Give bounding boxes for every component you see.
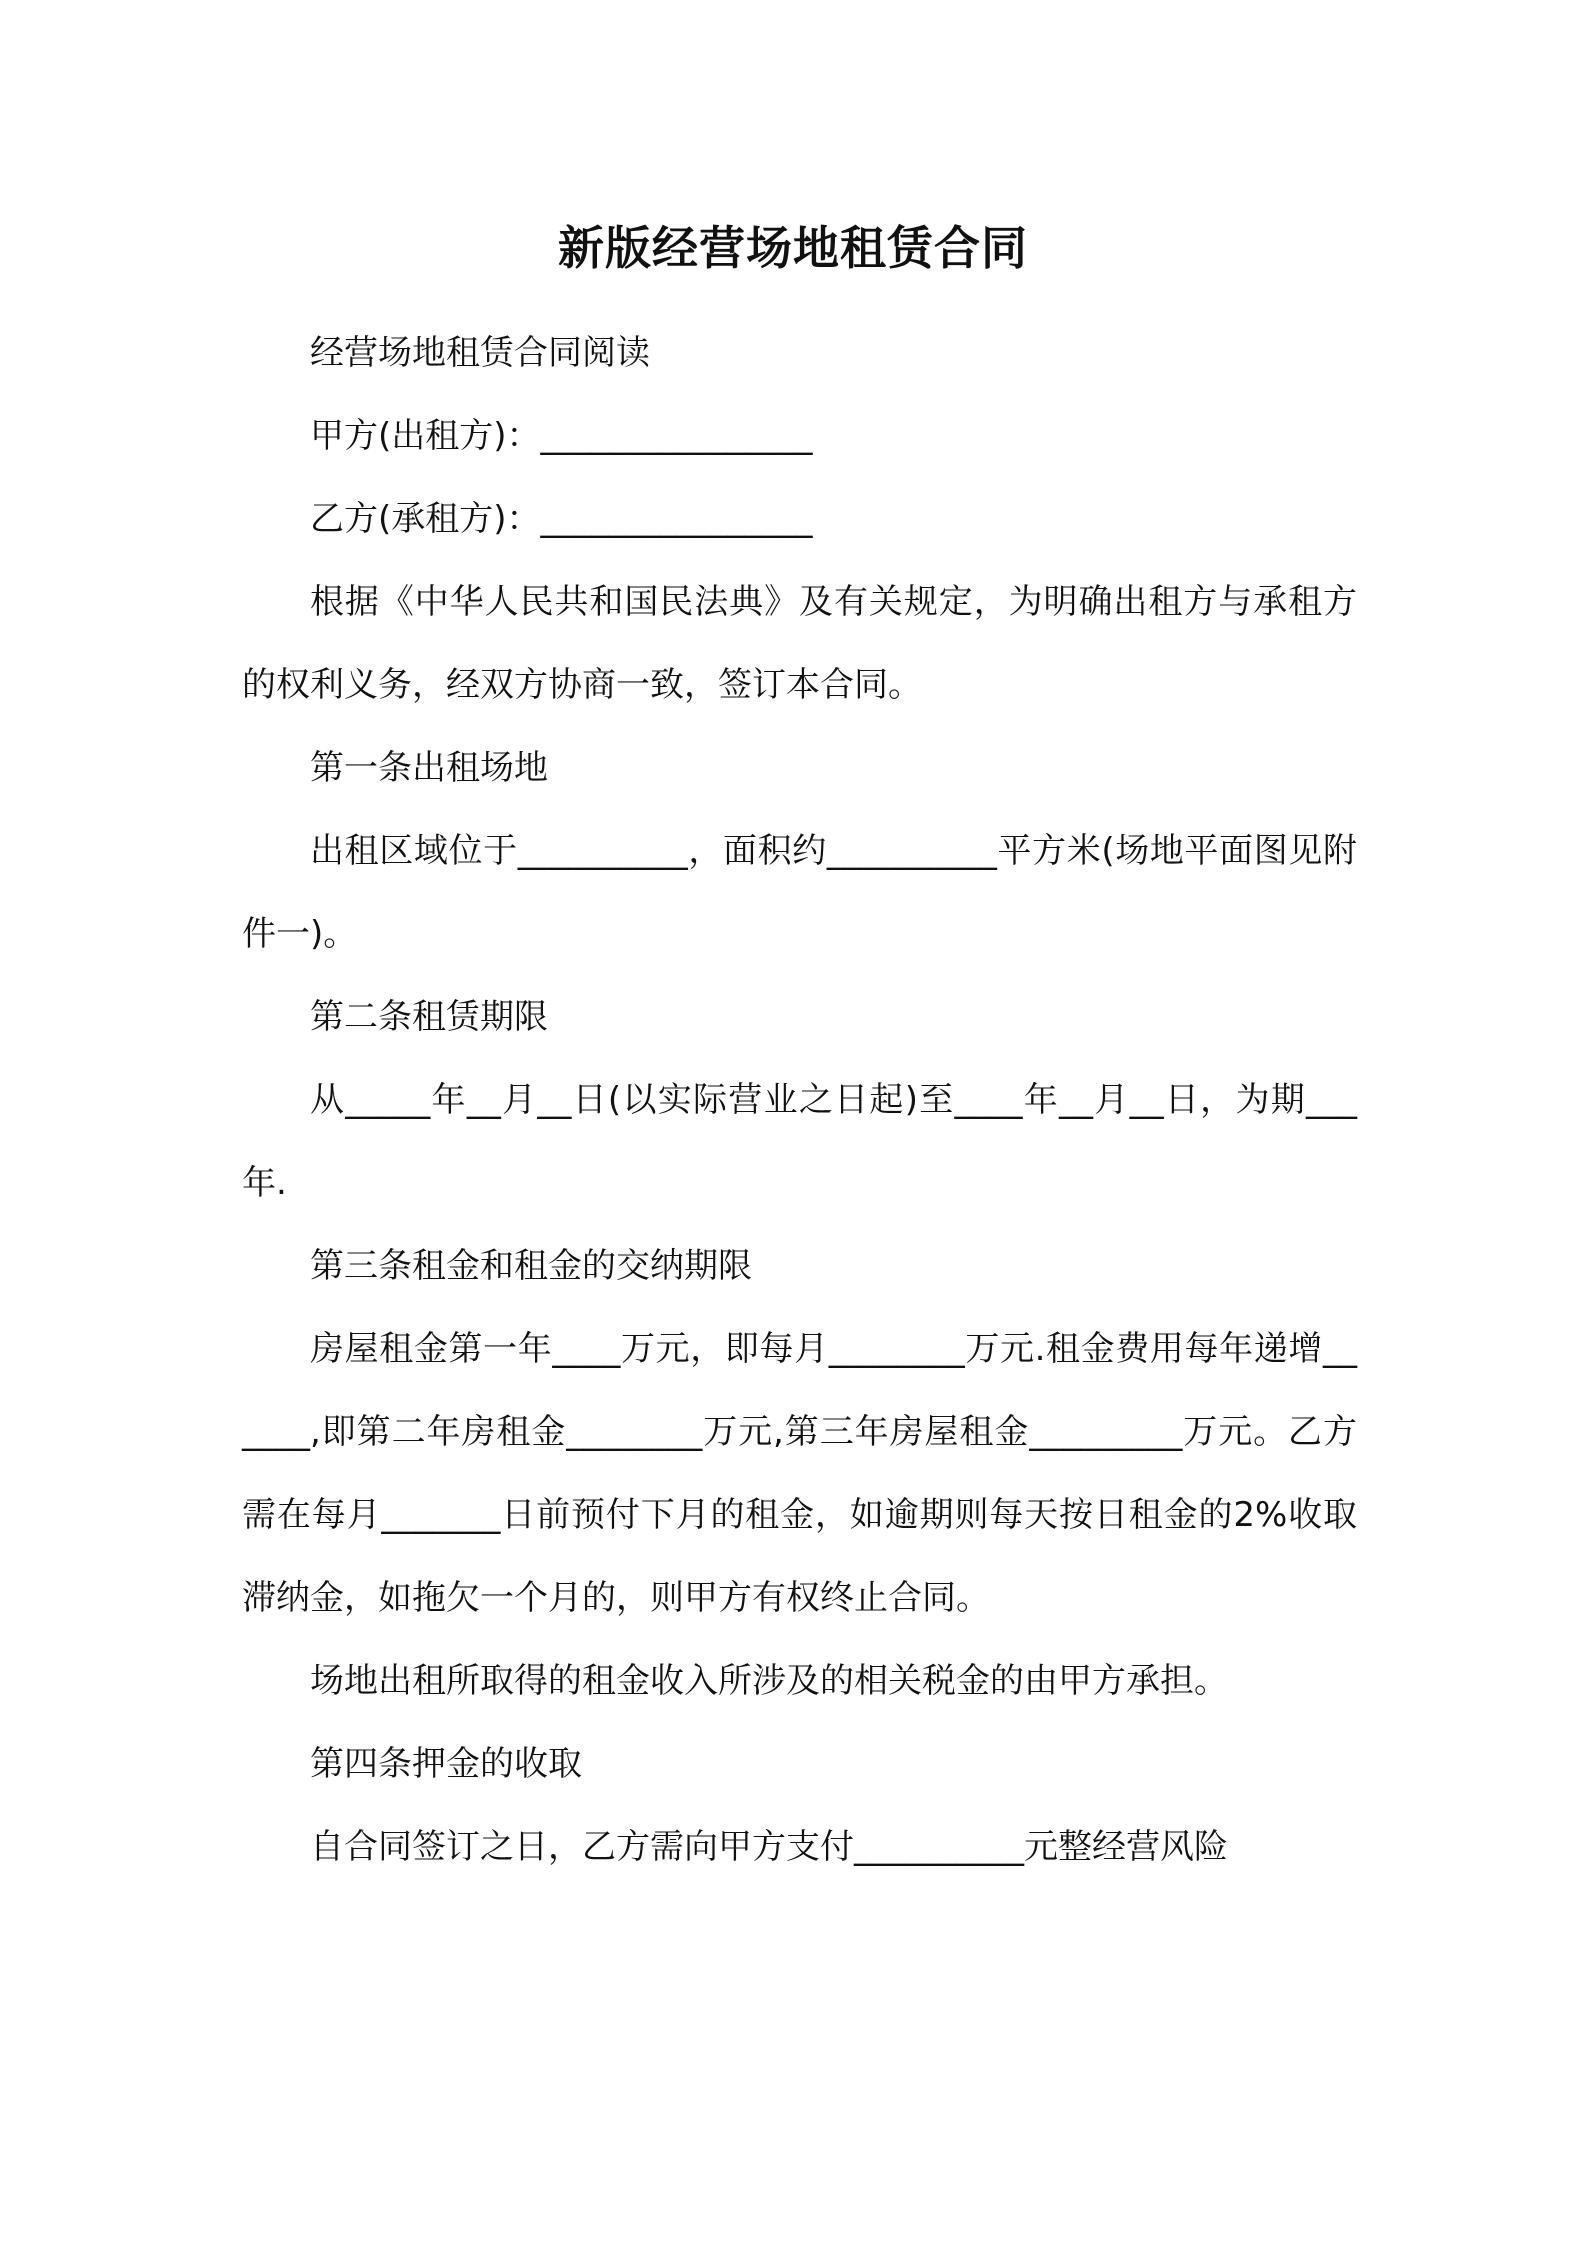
article-1-paragraph: 出租区域位于__________，面积约__________平方米(场地平面图见附件一)。 (242, 831, 1357, 954)
preamble-paragraph: 根据《中华人民共和国民法典》及有关规定，为明确出租方与承租方的权利义务，经双方协商一致，签订本合同。 (242, 582, 1357, 705)
article-2-paragraph: 从_____年__月__日(以实际营业之日起)至____年__月__日，为期___年. (242, 1080, 1357, 1203)
article-4-heading: 第四条押金的收取 (310, 1744, 582, 1784)
article-4-paragraph: 自合同签订之日，乙方需向甲方支付__________元整经营风险 (310, 1827, 1228, 1867)
party-a-line: 甲方(出租方)：________________ (310, 416, 813, 456)
subtitle-paragraph: 经营场地租赁合同阅读 (310, 333, 650, 373)
article-3-paragraph: 房屋租金第一年____万元，即每月________万元.租金费用每年递增______,即第二年房租金________万元,第三年房屋租金_________万元。乙方需在每月_______日前预付下月的租金，如逾期则每天按日租金的2%收取滞纳金，如拖欠一个月的，则甲方有权终止合同。 (242, 1329, 1357, 1618)
document-title: 新版经营场地租赁合同 (558, 221, 1028, 275)
article-1-heading: 第一条出租场地 (310, 748, 548, 788)
article-3-heading: 第三条租金和租金的交纳期限 (310, 1246, 752, 1286)
article-2-heading: 第二条租赁期限 (310, 997, 548, 1037)
tax-paragraph: 场地出租所取得的租金收入所涉及的相关税金的由甲方承担。 (310, 1661, 1228, 1701)
document-body (242, 312, 1357, 1889)
party-b-line: 乙方(承租方)：________________ (310, 499, 813, 539)
